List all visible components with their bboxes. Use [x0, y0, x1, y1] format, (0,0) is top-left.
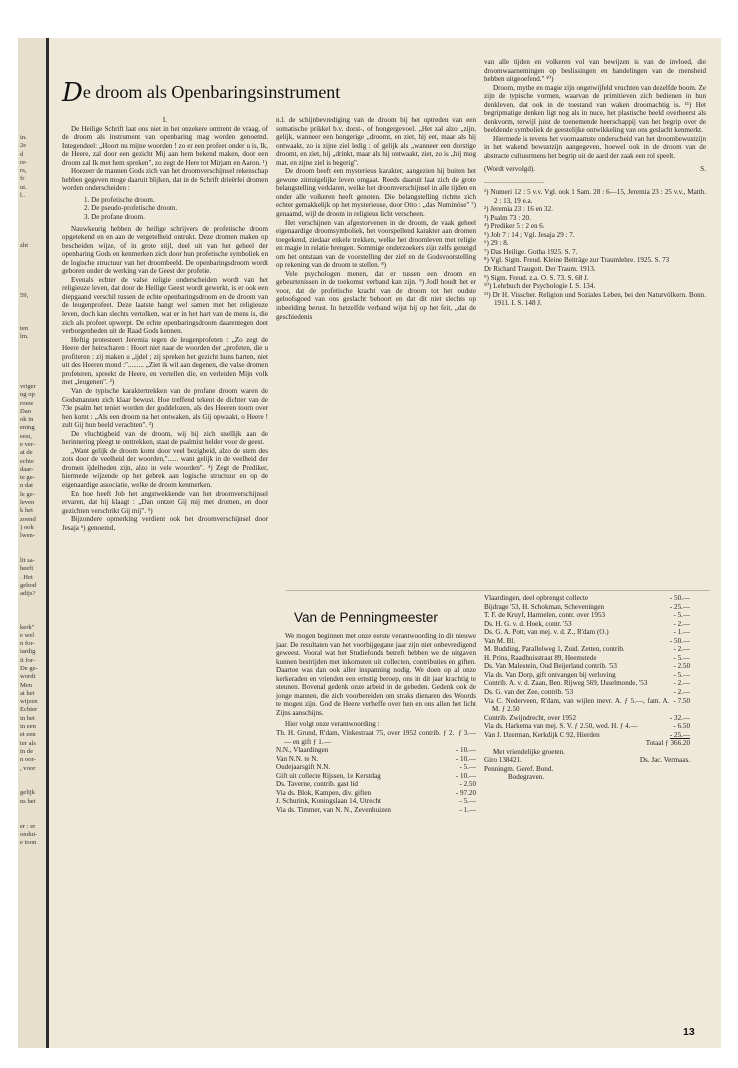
footnote: ¹⁰) Lehrbuch der Psychologie I. S. 134. — [484, 282, 596, 291]
footnote: ⁴) Prediker 5 : 2 en 6. — [484, 222, 545, 231]
donation-amount: - 10.— — [455, 754, 476, 763]
list-item — [484, 679, 690, 688]
donation-label: Via ds. Harkema van mej. S. V. ƒ 2.50, wed. H. ƒ 4.— — [484, 722, 638, 731]
list-item — [484, 603, 690, 612]
list-item — [484, 654, 690, 663]
donations-list-left — [276, 729, 476, 814]
article-title — [62, 78, 472, 108]
donation-amount: - 7.50 — [673, 696, 690, 705]
donation-label: J. Schurink, Koningslaan 14, Utrecht — [276, 797, 382, 806]
donation-label: Ds. G. A. Pott, van mej. v. d. Z., R'dam (O.) — [484, 628, 609, 637]
section-numeral: I. — [162, 116, 168, 124]
donation-amount: - 1.— — [673, 628, 690, 637]
treasurer-follows: Hier volgt onze verantwoording : — [285, 720, 380, 729]
list-item: 1. De profetische droom. — [84, 195, 155, 204]
donation-label: Via ds. Blok, Kampen, div. giften — [276, 788, 372, 797]
donation-label: Contrib. A. v. d. Zaan, Ben. Rijweg 569, IJsselmonde, '53 — [484, 679, 648, 688]
donation-amount: - 6.50 — [673, 722, 690, 731]
donation-label: Oudejaarsgift N.N. — [276, 763, 331, 772]
title-rest: e droom als Openbaringsinstrument — [82, 82, 341, 102]
paragraph: Vele psychologen menen, dat er tussen een droom en gebeurtenissen in de toekomst verband kan zijn. ⁹) Jodl houdt het er voor, dat de profetische kracht van de droom tot het oudste geloofsgoed van ons geslacht behoort en dat dit niet slechts op inbeelding berust. In hetzelfde verband wijst hij op het feit, „dat de geschiedenis — [276, 269, 476, 321]
paragraph: n.l. de schijnbevrediging van de droom bij het optreden van een somatische prikkel b.v. dorst-, of hongergevoel. „Het zal alzo „zijn, gelijk, wanneer een hongerige „droomt, en ziet, hij eet, maar als hij ontwaakt, zo is zijne ziel ledig : of gelijk als „wanneer een dorstige droomt, en ziet, hij „drinkt, maar als hij ontwaakt, ziet, zo is „hij mog mat, en zijne ziel is begerig". — [276, 116, 476, 167]
donation-label: Contrib. Zwijndrecht, over 1952 — [484, 713, 577, 722]
paragraph: En hoe heeft Job het angstwekkende van het droomverschijnsel ervaren, dat hij klaagt : „Dan ontzet Gij mij met dromen, en door gezichten verschrikt Gij mij". ⁵) — [62, 489, 268, 515]
donation-amount: ƒ 3.— — [458, 729, 476, 738]
list-item: 2. De pseudo-profetische droom. — [84, 204, 178, 213]
author-initial: S. — [700, 164, 706, 173]
footnote: ³) Psalm 73 : 20. — [484, 213, 531, 222]
donation-label: Ds. G. van der Zee, contrib. '53 — [484, 688, 574, 697]
footnote: ⁶) 29 : 8. — [484, 239, 509, 248]
donation-label: Van N.N. te N. — [276, 754, 319, 763]
organization: Penningm. Geref. Bond. — [484, 764, 554, 773]
paragraph: De droom heeft een mysterieus karakter, aangezien hij buiten het gewone zintuigelijke leven omgaat. Reeds daaruit laat zich de grote belangstelling verklaren, welke het droomverschijnsel in alle tijden en onder alle volkeren heeft genoten. Die belangstelling richtte zich echter gemakkelijk op het mysterieuse, door Otto : „das Numinöse" ⁷) genaamd, wijl de droom in religieus licht verscheen. — [276, 167, 476, 219]
donation-amount: - 2.50 — [673, 662, 690, 671]
paragraph: Droom, mythe en magie zijn ongetwijfeld vruchten van dezelfde boom. Ze zijn de typische vormen, waarvan de primitieven zich bedienen in hun denkleven, dat ook in de toestand van waken droomachtig is. ¹¹) Het begripmatige denken ligt nog als in nuce, het plastische beeld overheerst als denkvorm, terwijl juist de toenemende heerschappij van het begrip over de beeldende symboliek de geestelijke ontwikkeling van ons geslacht kenmerkt. — [484, 83, 706, 135]
donation-amount: - 2.— — [673, 645, 690, 654]
list-item — [276, 772, 476, 781]
footnote: ²) Jeremia 23 : 16 en 32. — [484, 205, 553, 214]
donation-label: N.N., Vlaardingen — [276, 746, 329, 755]
donation-amount: - 50.— — [669, 636, 690, 645]
donation-label: Via ds. Timmer, van N. N., Zevenhuizen — [276, 805, 391, 814]
donation-amount: - 25.— — [669, 730, 690, 739]
list-item — [484, 722, 690, 731]
paragraph: De vluchtigheid van de droom, wij hij zich snellijk aan de herinnering pleegt te onttrekken, staat de psalmist helder voor de geest. — [62, 429, 268, 447]
article-column-3 — [484, 58, 706, 308]
donation-amount: - 5.— — [673, 611, 690, 620]
list-item — [484, 611, 690, 620]
donation-amount: - 5.— — [459, 797, 476, 806]
list-item — [276, 789, 476, 798]
footnote: Dr Richard Traugott. Der Traum. 1913. — [484, 265, 596, 274]
treasurer-column-1 — [276, 632, 476, 814]
list-item: 3. De profane droom. — [84, 213, 145, 222]
donation-label: Via ds. Van Dorp, gift ontvangen bij verloving — [484, 670, 616, 679]
donation-amount: - 32.— — [669, 713, 690, 722]
list-item — [484, 645, 690, 654]
donations-list-right — [484, 594, 690, 739]
footnote: ⁸) Vgl. Sigm. Freud. Kleine Beiträge zur Traumlehre. 1925. S. 73 — [484, 256, 670, 265]
paragraph: „Want gelijk de droom komt door veel bezigheid, alzo de stem des zots door de veelheid der woorden,"...... want gelijk in de veelheid der dromen ijdelheden zijn, alzo in vele woorden". ⁴) Zegt de Prediker, hiermede wijzende op het gebrek aan logische structuur en op de eigenaardige associatie, welke de droom kenmerken. — [62, 446, 268, 489]
treasurer-heading: Van de Penningmeester — [294, 610, 438, 625]
list-item — [484, 628, 690, 637]
page-number: 13 — [683, 1026, 695, 1038]
donation-amount: - 1.— — [459, 805, 476, 814]
paragraph: Nauwkeurig hebben de heilige schrijvers de profetische droom opgetekend en en aan de vergetelheid ontrukt. Deze dromen maken op bescheiden wijze, of in grote stijl, deel uit van het geheel der openbaring Gods en kenmerken zich door hun profetische symboliek en de logische structuur van het droombeeld. De openbaringsdroom wordt geboren onder de werking van de Geest der profetie. — [62, 224, 268, 276]
donation-amount: - 5.— — [673, 670, 690, 679]
list-item — [276, 746, 476, 755]
binding-edge — [18, 38, 49, 1048]
article-column-1 — [62, 116, 268, 532]
continued-line — [484, 165, 706, 174]
continued-note: (Wordt vervolgd). — [484, 164, 536, 173]
donation-amount: - 2.— — [673, 688, 690, 697]
footnote-divider — [484, 182, 544, 183]
donation-label: Via C. Nederveen, R'dam, van wijlen mevr. A. ƒ 5.—, fam. A. M. ƒ 2.50 — [484, 696, 670, 714]
greeting: Met vriendelijke groeten. — [493, 747, 565, 756]
donation-label: Th. H. Grund, R'dam, Vinkestraat 75, over 1952 contrib. ƒ 2.— en gift ƒ 1.— — [276, 729, 455, 746]
section-divider — [286, 590, 710, 591]
donation-label: Vlaardingen, deel opbrengst collecte — [484, 594, 588, 602]
paragraph: Bijzondere opmerking verdient ook het droomverschijnsel door Jesaja ⁶) genoemd, — [62, 515, 268, 532]
list-item — [484, 714, 690, 723]
magazine-page — [18, 38, 721, 1048]
list-item — [484, 688, 690, 697]
total-amount: Totaal ƒ 366.20 — [645, 739, 690, 748]
donation-amount: - 10.— — [455, 771, 476, 780]
list-item — [484, 671, 690, 680]
title-initial: D — [62, 78, 83, 108]
paragraph: Hoezeer de mannen Gods zich van het droomverschijnsel rekenschap hebben gegeven moge daaruit blijken, dat in de Schrift drieërlei dromen worden onderscheiden : — [62, 167, 268, 193]
list-item — [276, 797, 476, 806]
list-item — [484, 697, 690, 714]
paragraph: De Heilige Schrift laat ons niet in het onzekere omtrent de vraag, of de droom als instrument van openbaring mag worden genoemd. Integendeel: „Hoort nu mijne woorden ! zo er een profeet onder u is, Ik, de Heere, zal door een gezicht Mij aan hem bekend maken, door een droom zal Ik met hem spreken", zo zegt de Here tot Mirjam en Aaron. ¹) — [62, 124, 268, 167]
donation-label: Van J. IJzerman, Kerkdijk C 92, Hierden — [484, 730, 600, 739]
list-item — [484, 620, 690, 629]
paragraph: Van de typische karaktertrekken van de profane droom waren de Godsmannen zich klaar bewust. Hoe treffend tekent de dichter van de 73e psalm het teniet worden der goddelozen, als des Heeren toorn over hen komt : „Als een droom na het ontwaken, als Gij opwaakt, o Heere ! zult Gij hun beeld verachten". ³) — [62, 386, 268, 430]
donation-label: H. Prins, Raadhuisstraat 89, Heemstede — [484, 653, 597, 662]
treasurer-intro: We mogen beginnen met onze eerste verantwoording in dit nieuwe jaar. De resultaten van het voorbijgegane jaar zijn niet onbevredigend geweest. Vooral wat het Studiefonds betreft hebben we de uitgaven kunnen bestrijden met inkomsten uit collecten, contributies en giften. Daartoe was dan ook aller inspanning nodig. We doen op al onze kerkeraden en vrienden een ernstig beroep, ons in dit jaar krachtig te steunen. Bovenal gedenk onze arbeid in de gebeden. Gedenk ook de jonge mannen, die zich voorbereiden om straks dienaren des Woords te mogen zijn. God de Heere verheffe over hen en ons allen het licht Zijns aanschijns. — [276, 632, 476, 717]
donation-label: Gift uit collecte Rijssen, 1e Kerstdag — [276, 771, 381, 780]
list-item — [276, 806, 476, 815]
list-item — [484, 594, 690, 603]
donation-amount: - 2.— — [673, 679, 690, 688]
paragraph: Heftig protesteert Jeremia tegen de leugenprofeten : „Zo zegt de Heere der heirscharen : Hoort niet naar de woorden der „profeten, die u profiteren : zij maken u „ijdel ; zij spreken het gezicht huns harten, niet uit des Heeren mond :"......... „Ziet ik wil aan degenen, die valse dromen profeteren, spreekt de Heere, en vertellen die, en verleiden Mijn volk met „leugenen". ²) — [62, 335, 268, 387]
footnote: ¹¹) Dr H. Visscher. Religion und Soziales Leben, bei den Naturvölkern. Bonn. 1911. I. S. 148 J. — [484, 290, 706, 308]
footnote: ⁵) Job 7 : 14 ; Vgl. Jesaja 29 : 7. — [484, 230, 575, 239]
signer-name: Ds. Jac. Vermaas. — [639, 756, 690, 765]
list-item — [276, 763, 476, 772]
donation-label: T. F. de Kruyf, Harmelen, contr. over 1953 — [484, 611, 606, 620]
donation-amount: - 25.— — [669, 602, 690, 611]
donation-amount: - 10.— — [455, 746, 476, 755]
list-item — [276, 780, 476, 789]
list-item — [276, 755, 476, 764]
footnotes — [484, 188, 706, 308]
list-item — [484, 731, 690, 740]
giro-number: Giro 138421. — [484, 756, 522, 765]
donation-amount: - 97.20 — [455, 788, 476, 797]
dream-types-list — [84, 196, 268, 222]
list-item — [276, 729, 476, 746]
paragraph: van alle tijden en volkeren vol van bewijzen is van de invloed, die droomwaarnemingen op beslissingen en handelingen van de mensheid hebben uitgeoefend." ¹⁰) — [484, 58, 706, 84]
paragraph: Evenals echter de valse religie onderscheiden wordt van het religieuze leven, dat door de Heilige Geest wordt gewerkt, is er ook een diepgaand verschil tussen de echte openbaringsdroom en de droom van de leugenprofeet. Deze laatste hangt wel samen met het religieuze leven, doch kan slechts vertolken, wat er in het hart van de mens is, die zich als profeet opwerpt. De echte openbaringsdroom daarentegen doet verborgenheden uit de Raad Gods kennen. — [62, 275, 268, 336]
list-item — [484, 637, 690, 646]
signature-line — [484, 756, 690, 765]
footnote: ¹) Numeri 12 : 5 v.v. Vgl. ook 1 Sam. 28 : 6—15, Jeremia 23 : 25 v.v., Matth. 2 : 13, 19 e.a. — [484, 188, 706, 205]
list-item — [484, 662, 690, 671]
donation-amount: - 2.— — [673, 619, 690, 628]
donation-label: Van M. Bl. — [484, 636, 516, 645]
paragraph: Hiermede is tevens het voornaamste onderscheid van het droombewustzijn in het wakend bewustzijn aangegeven, hoewel ook in de droom van de abstracte cultuurmens het begrip uit de aard der zaak een rol speelt. — [484, 134, 706, 161]
donation-amount: - 5.— — [673, 653, 690, 662]
footnote: ⁷) Das Heilige. Gotha 1925. S. 7. — [484, 247, 578, 256]
donation-label: Bijdrage '53, H. Schokman, Scheveningen — [484, 602, 605, 611]
donation-amount: - 50.— — [669, 594, 690, 602]
donation-amount: - 2.50 — [459, 780, 476, 789]
donation-label: Ds. Van Malestein, Oud Beijerland contrib. '53 — [484, 662, 617, 671]
paragraph: Het verschijnen van afgestorvenen in de droom, de vaak geheel eigenaardige droomsymboliek, het voorspellend karakter aan dromen toegekend, ziedaar enkele trekken, welke het droomleven met religie en magie in relatie brengen. Sommige onderzoekers zijn zelfs geneigd om het ontstaan van de voorstelling der ziel en de Godsvoorstelling op rekening van de droom te stellen. ⁸) — [276, 218, 476, 270]
article-column-2 — [276, 116, 476, 321]
donation-amount: - 5.— — [459, 763, 476, 772]
organization-place: Bodegraven. — [508, 773, 545, 782]
donation-label: Ds. Taverne, contrib. gast lid — [276, 780, 358, 789]
previous-page-fragments: in. 2e d re- rs, fr ut. l.. zht 59, ten lm. vriger ng op rouw Dan ok in ening eest, e ver- at de echte daar- te ge- n dat le ge- leven k het zoend ) ook lwen- lit sa- heeft . Het gebod adijs? kerk" e wel n for- iardig it for- De ge- wordt Men at het wijzen Echter in het in een et een ter als in de n oor- , voor gelijk ns het er : er ondui- e toon — [20, 134, 38, 847]
footnote: ⁹) Sigm. Freud. z.a. O. S. 73. S. 68 J. — [484, 273, 589, 282]
donation-label: Ds. H. G. v. d. Hoek, contr. '53 — [484, 619, 572, 628]
treasurer-column-2 — [484, 594, 690, 782]
donation-label: M. Budding, Parallelweg 1, Zuid. Zetten, contrib. — [484, 645, 625, 654]
